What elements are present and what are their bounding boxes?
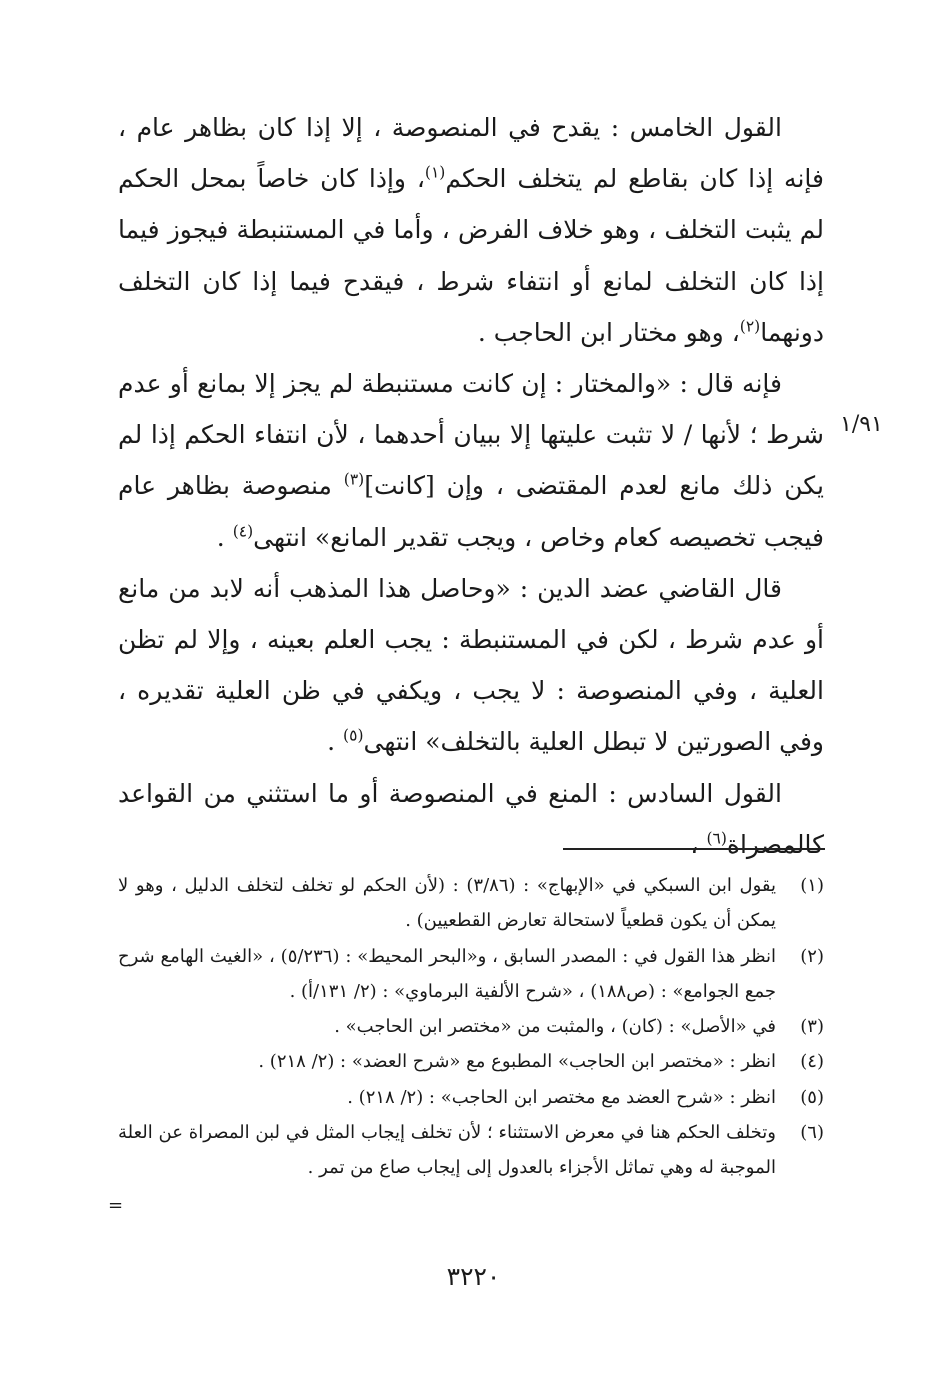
footnote-number: (٢) [800,945,824,967]
footnotes [118,868,824,1186]
footnote-text: وتخلف الحكم هنا في معرض الاستثناء ؛ لأن تخلف إيجاب المثل في لبن المصراة عن العلة الموجبة له وهي تماثل الأجزاء بالعدول إلى إيجاب صاع من تمر . [118,1122,776,1179]
footnote-item [118,1080,824,1115]
text-run: قال القاضي عضد الدين : «وحاصل هذا المذهب أنه لابد من مانع أو عدم شرط ، لكن في المستنبطة : يجب العلم بعينه ، وإلا لم تظن العلية ، وفي المنصوصة : لا يجب ، ويكفي في ظن العلية تقديره ، وفي الصورتين لا تبطل العلية بالتخلف» انتهى [118,573,824,757]
footnote-number: (٤) [800,1051,824,1073]
text-run: منصوصة بظاهر عام فيجب تخصيصه كعام وخاص ، ويجب تقدير المانع» انتهى [118,471,824,552]
footnote-item [118,1044,824,1079]
footnote-text: انظر هذا القول في : المصدر السابق ، و«البحر المحيط» : (٥/٢٣٦) ، «الغيث الهامع شرح جمع الجوامع» : (ص١٨٨) ، «شرح الألفية البرماوي» : (٢/ ١٣١/أ) . [118,945,776,1002]
footnote-separator [563,848,825,850]
footnote-text: في «الأصل» : (كان) ، والمثبت من «مختصر ابن الحاجب» . [334,1016,776,1038]
footnote-item [118,868,824,939]
footnote-item [118,1115,824,1186]
footnote-ref: (٣) [343,471,365,490]
text-run: القول السادس : المنع في المنصوصة أو ما استثني من القواعد كالمصراة [118,778,824,859]
text-run: ، [690,829,707,859]
footnote-number: (٥) [800,1086,824,1108]
text-run: . [327,727,344,757]
footnote-number: (٦) [800,1122,824,1144]
footnote-text: انظر : «شرح العضد مع مختصر ابن الحاجب» : (٢/ ٢١٨) . [347,1086,776,1108]
footnote-text: يقول ابن السبكي في «الإبهاج» : (٣/٨٦) : (لأن الحكم لو تخلف لتخلف الدليل ، وهو لا يمكن أن يكون قطعياً لاستحالة تعارض القطعيين) . [118,875,776,932]
footnote-ref: (٤) [232,522,254,541]
footnote-ref: (١) [424,163,446,182]
text-run: فإنه قال : «والمختار : إن كانت مستنبطة لم يجز إلا بمانع أو عدم شرط ؛ لأنها / لا تثبت عليتها إلا ببيان أحدهما ، لأن انتفاء الحكم إذا لم يكن ذلك مانع لعدم المقتضى ، وإن [كانت] [118,369,824,501]
footnote-ref: (٥) [343,727,364,746]
paragraph-ibn-hajib-quote [118,358,824,563]
main-text [118,102,824,870]
continuation-mark: = [108,1195,124,1216]
text-run: ، وإذا كان خاصاً بمحل الحكم لم يثبت التخلف ، وهو خلاف الفرض ، وأما في المستنبطة فيجوز فيما إذا كان التخلف لمانع أو انتفاء شرط ، فيقدح فيما إذا كان التخلف دونهما [118,164,824,347]
page-number: ٣٢٢٠ [446,1262,501,1291]
footnote-item [118,939,824,1010]
footnote-number: (١) [800,875,824,896]
paragraph-sixth-opinion [118,768,824,870]
footnote-ref: (٦) [706,829,727,848]
footnote-ref: (٢) [739,317,761,336]
footnote-text: انظر : «مختصر ابن الحاجب» المطبوع مع «شرح العضد» : (٢/ ٢١٨) . [258,1051,776,1073]
paragraph-fifth-opinion [118,102,824,358]
text-run: . [216,522,233,552]
footnote-number: (٣) [800,1016,824,1038]
text-run: القول الخامس : يقدح في المنصوصة ، إلا إذا كان بظاهر عام ، فإنه إذا كان بقاطع لم يتخلف الحكم [118,113,824,194]
margin-folio-note: ١/٩١ [840,412,883,437]
footnote-item [118,1009,824,1044]
text-run: ، وهو مختار ابن الحاجب . [477,317,740,347]
paragraph-adud-quote [118,563,824,768]
